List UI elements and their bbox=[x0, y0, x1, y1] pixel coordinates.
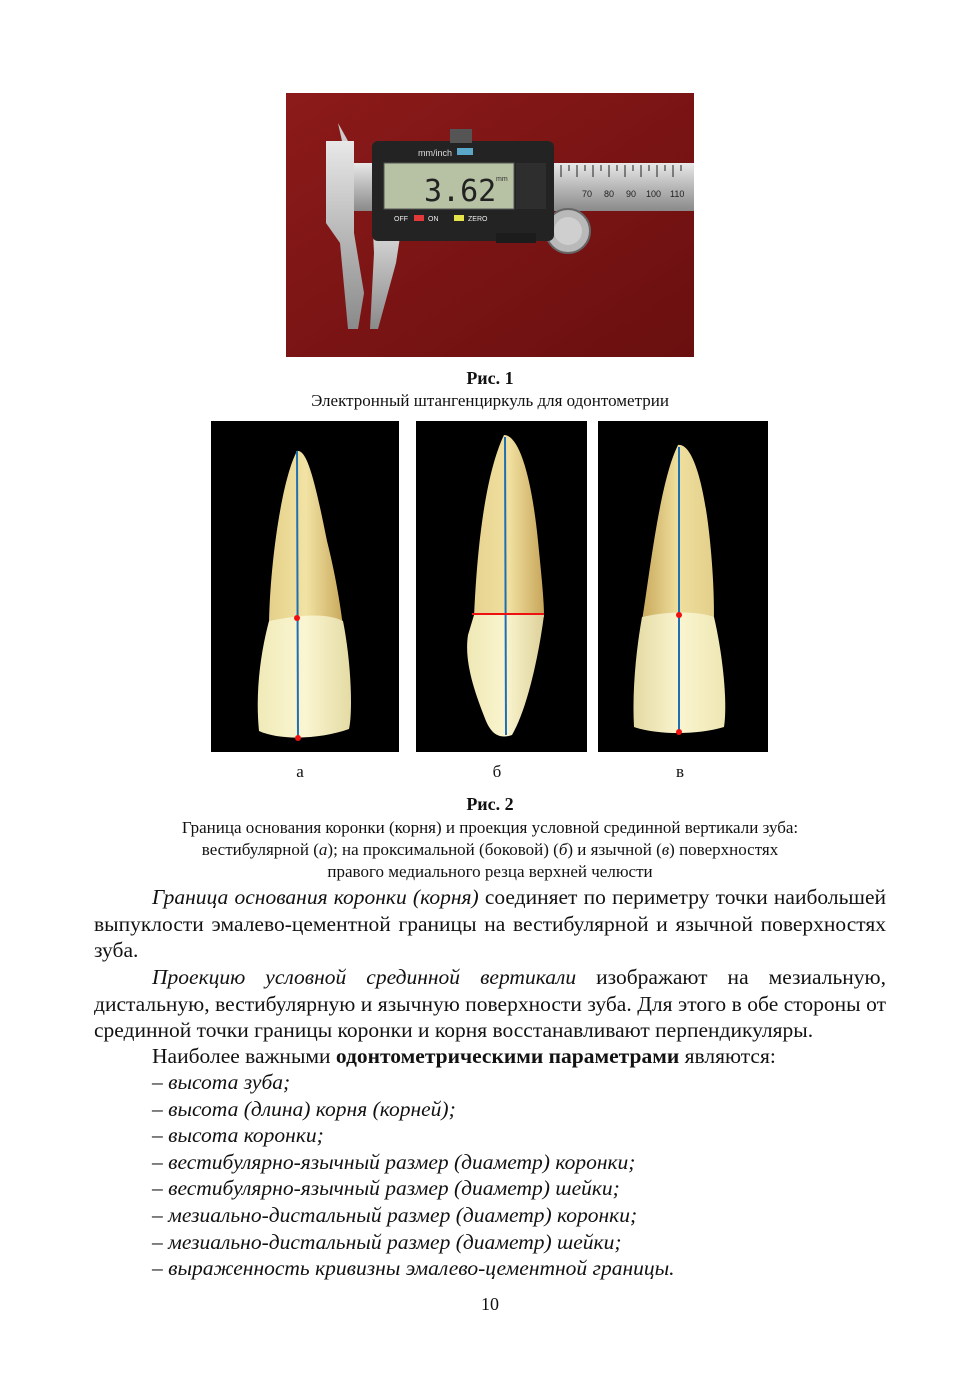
list-item: – высота (длина) корня (корней); bbox=[152, 1096, 456, 1121]
figure1-caption: Электронный штангенциркуль для одонтометрии bbox=[311, 391, 669, 410]
paragraph-text: являются: bbox=[679, 1044, 776, 1068]
scale-number: 100 bbox=[646, 189, 662, 199]
scale-number: 110 bbox=[670, 189, 685, 199]
figure2-caption-line1: Граница основания коронки (корня) и проекция условной срединной вертикали зуба: bbox=[181, 818, 799, 837]
caliper-photo bbox=[286, 93, 694, 357]
figure2-caption-line3: правого медиального резца верхней челюсти bbox=[327, 862, 653, 881]
display-unit: mm bbox=[496, 176, 508, 183]
display-reading: 3.62 bbox=[424, 174, 497, 209]
term-odontometric-parameters: одонтометрическими параметрами bbox=[335, 1044, 680, 1068]
tooth-photo-vestibular bbox=[211, 421, 399, 752]
list-item: – вестибулярно-язычный размер (диаметр) коронки; bbox=[152, 1149, 636, 1174]
paragraph-median-vertical bbox=[94, 964, 886, 1044]
list-item: – мезиально-дистальный размер (диаметр) шейки; bbox=[152, 1229, 622, 1254]
paragraph-crown-boundary bbox=[94, 884, 886, 964]
page-number: 10 bbox=[481, 1294, 499, 1314]
list-item: – мезиально-дистальный размер (диаметр) коронки; bbox=[152, 1202, 638, 1227]
panel-label-a: а bbox=[296, 762, 304, 781]
tooth-photo-proximal bbox=[416, 421, 587, 752]
term-median-vertical: Проекцию условной срединной вертикали bbox=[152, 965, 577, 989]
figure1-title: Рис. 1 bbox=[466, 368, 514, 388]
figure2-title: Рис. 2 bbox=[466, 794, 514, 814]
tooth-photo-lingual bbox=[598, 421, 768, 752]
panel-label-c: в bbox=[675, 762, 685, 781]
panel-label-b: б bbox=[492, 762, 502, 781]
scale-number: 80 bbox=[604, 189, 615, 199]
off-label: OFF bbox=[394, 216, 408, 223]
paragraph-text: соединяет по периметру точки наибольшей выпуклости эмалево-цементной границы на вестибулярной и язычной поверхностях зуба. bbox=[94, 885, 886, 962]
list-item: – высота зуба; bbox=[152, 1070, 291, 1094]
list-item: – выраженность кривизны эмалево-цементной границы. bbox=[152, 1256, 675, 1281]
zero-label: ZERO bbox=[468, 216, 488, 223]
paragraph-parameters-intro bbox=[94, 1043, 886, 1070]
scale-number: 90 bbox=[626, 189, 637, 199]
paragraph-text: изображают на мезиальную, дистальную, вестибулярную и язычную поверхности зуба. Для этого в обе стороны от срединной точки границы коронки и корня восстанавливают перпендикуляры. bbox=[94, 965, 886, 1042]
scale-number: 70 bbox=[582, 189, 593, 199]
figure2-caption-line2: вестибулярной (а); на проксимальной (боковой) (б) и язычной (в) поверхностях bbox=[201, 840, 779, 859]
list-item: – высота коронки; bbox=[152, 1123, 324, 1148]
parameters-list bbox=[152, 1069, 675, 1282]
display-header: mm/inch bbox=[418, 148, 453, 158]
paragraph-text: Наиболее важными bbox=[152, 1044, 336, 1068]
on-label: ON bbox=[428, 216, 439, 223]
list-item: – вестибулярно-язычный размер (диаметр) шейки; bbox=[152, 1176, 620, 1201]
term-crown-boundary: Граница основания коронки (корня) bbox=[152, 885, 479, 909]
